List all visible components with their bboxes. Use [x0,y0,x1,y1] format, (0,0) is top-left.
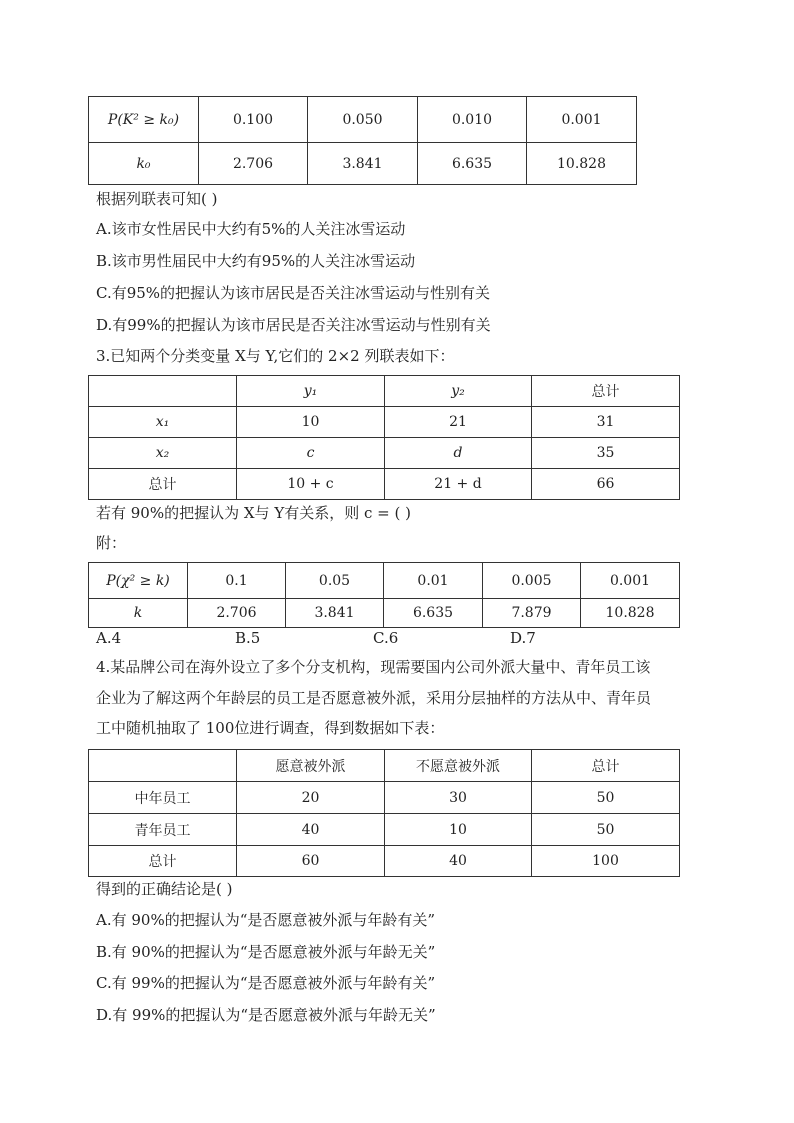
table-cell: d [385,438,532,469]
option-d: D.有 99%的把握认为“是否愿意被外派与年龄无关” [96,1006,436,1024]
question-4-stem-line: 4.某品牌公司在海外设立了多个分支机构，现需要国内公司外派大量中、青年员工该 [96,658,651,676]
option-a: A.4 [96,629,122,647]
table-cell: 0.01 [384,563,483,599]
option-c: C.6 [373,629,399,647]
table-cell: 0.050 [308,97,418,143]
option-d: D.7 [510,629,536,647]
table-row [89,407,680,438]
table-cell: x₁ [89,407,237,438]
table-cell: 66 [532,469,680,500]
question-4-stem-line: 企业为了解这两个年龄层的员工是否愿意被外派，采用分层抽样的方法从中、青年员 [96,689,652,707]
table-cell [89,750,237,782]
table-cell: 10 [385,814,532,846]
question-3-options [96,629,696,649]
table-cell: 0.100 [199,97,308,143]
table-row [89,563,680,599]
table-cell: k [89,599,188,628]
table-cell: 总计 [532,376,680,407]
table-row [89,97,637,143]
table-row [89,599,680,628]
option-b: B.5 [235,629,261,647]
question-4-question: 得到的正确结论是( ) [96,880,233,898]
table-cell: 青年员工 [89,814,237,846]
table-cell: 0.001 [581,563,680,599]
table-cell: 35 [532,438,680,469]
table-cell: 30 [385,782,532,814]
table-row [89,376,680,407]
table-cell: 0.010 [418,97,527,143]
table-cell: 2.706 [199,143,308,185]
table-cell: 总计 [89,469,237,500]
table-cell: 愿意被外派 [237,750,385,782]
table-cell: y₁ [237,376,385,407]
table-cell: 3.841 [308,143,418,185]
table-cell: 总计 [89,846,237,877]
table-cell: 0.05 [286,563,384,599]
question-stem: 根据列联表可知( ) [96,190,218,208]
table-cell: 40 [237,814,385,846]
option-d: D.有99%的把握认为该市居民是否关注冰雪运动与性别有关 [96,316,491,334]
option-c: C.有 99%的把握认为“是否愿意被外派与年龄有关” [96,974,436,992]
table-cell: y₂ [385,376,532,407]
table-cell: 10 [237,407,385,438]
option-b: B.有 90%的把握认为“是否愿意被外派与年龄无关” [96,943,436,961]
table-cell: 6.635 [384,599,483,628]
question-4-stem-line: 工中随机抽取了 100位进行调查，得到数据如下表： [96,719,445,737]
survey-table-q4 [88,749,680,877]
table-cell: P(χ² ≥ k) [89,563,188,599]
table-cell: 21 [385,407,532,438]
table-cell: 60 [237,846,385,877]
table-row [89,782,680,814]
table-cell: 100 [532,846,680,877]
table-cell: 50 [532,814,680,846]
table-cell: P(K² ≥ k₀) [89,97,199,143]
table-cell: 40 [385,846,532,877]
table-cell: 31 [532,407,680,438]
critical-value-table-2 [88,562,680,628]
table-cell: 10.828 [527,143,637,185]
table-cell: 不愿意被外派 [385,750,532,782]
option-c: C.有95%的把握认为该市居民是否关注冰雪运动与性别有关 [96,284,491,302]
appendix-label: 附： [96,534,127,552]
option-a: A.该市女性居民中大约有5%的人关注冰雪运动 [96,220,406,238]
critical-value-table-1 [88,96,637,185]
table-cell: 50 [532,782,680,814]
table-cell [89,376,237,407]
table-cell: 10 + c [237,469,385,500]
table-row [89,143,637,185]
table-cell: 0.001 [527,97,637,143]
table-row [89,750,680,782]
question-3-stem: 3.已知两个分类变量 X与 Y,它们的 2×2 列联表如下： [96,347,455,365]
table-cell: x₂ [89,438,237,469]
table-cell: 6.635 [418,143,527,185]
table-cell: 7.879 [483,599,581,628]
table-cell: 21 + d [385,469,532,500]
table-cell: 20 [237,782,385,814]
table-cell: 3.841 [286,599,384,628]
table-cell: k₀ [89,143,199,185]
table-row [89,469,680,500]
table-cell: 0.005 [483,563,581,599]
contingency-table-q3 [88,375,680,500]
table-cell: 中年员工 [89,782,237,814]
option-a: A.有 90%的把握认为“是否愿意被外派与年龄有关” [96,911,436,929]
table-cell: 0.1 [188,563,286,599]
option-b: B.该市男性届民中大约有95%的人关注冰雪运动 [96,252,416,270]
table-cell: c [237,438,385,469]
table-row [89,438,680,469]
table-cell: 总计 [532,750,680,782]
question-3-question: 若有 90%的把握认为 X与 Y有关系，则 c = ( ) [96,504,411,522]
table-cell: 2.706 [188,599,286,628]
table-cell: 10.828 [581,599,680,628]
table-row [89,814,680,846]
table-row [89,846,680,877]
